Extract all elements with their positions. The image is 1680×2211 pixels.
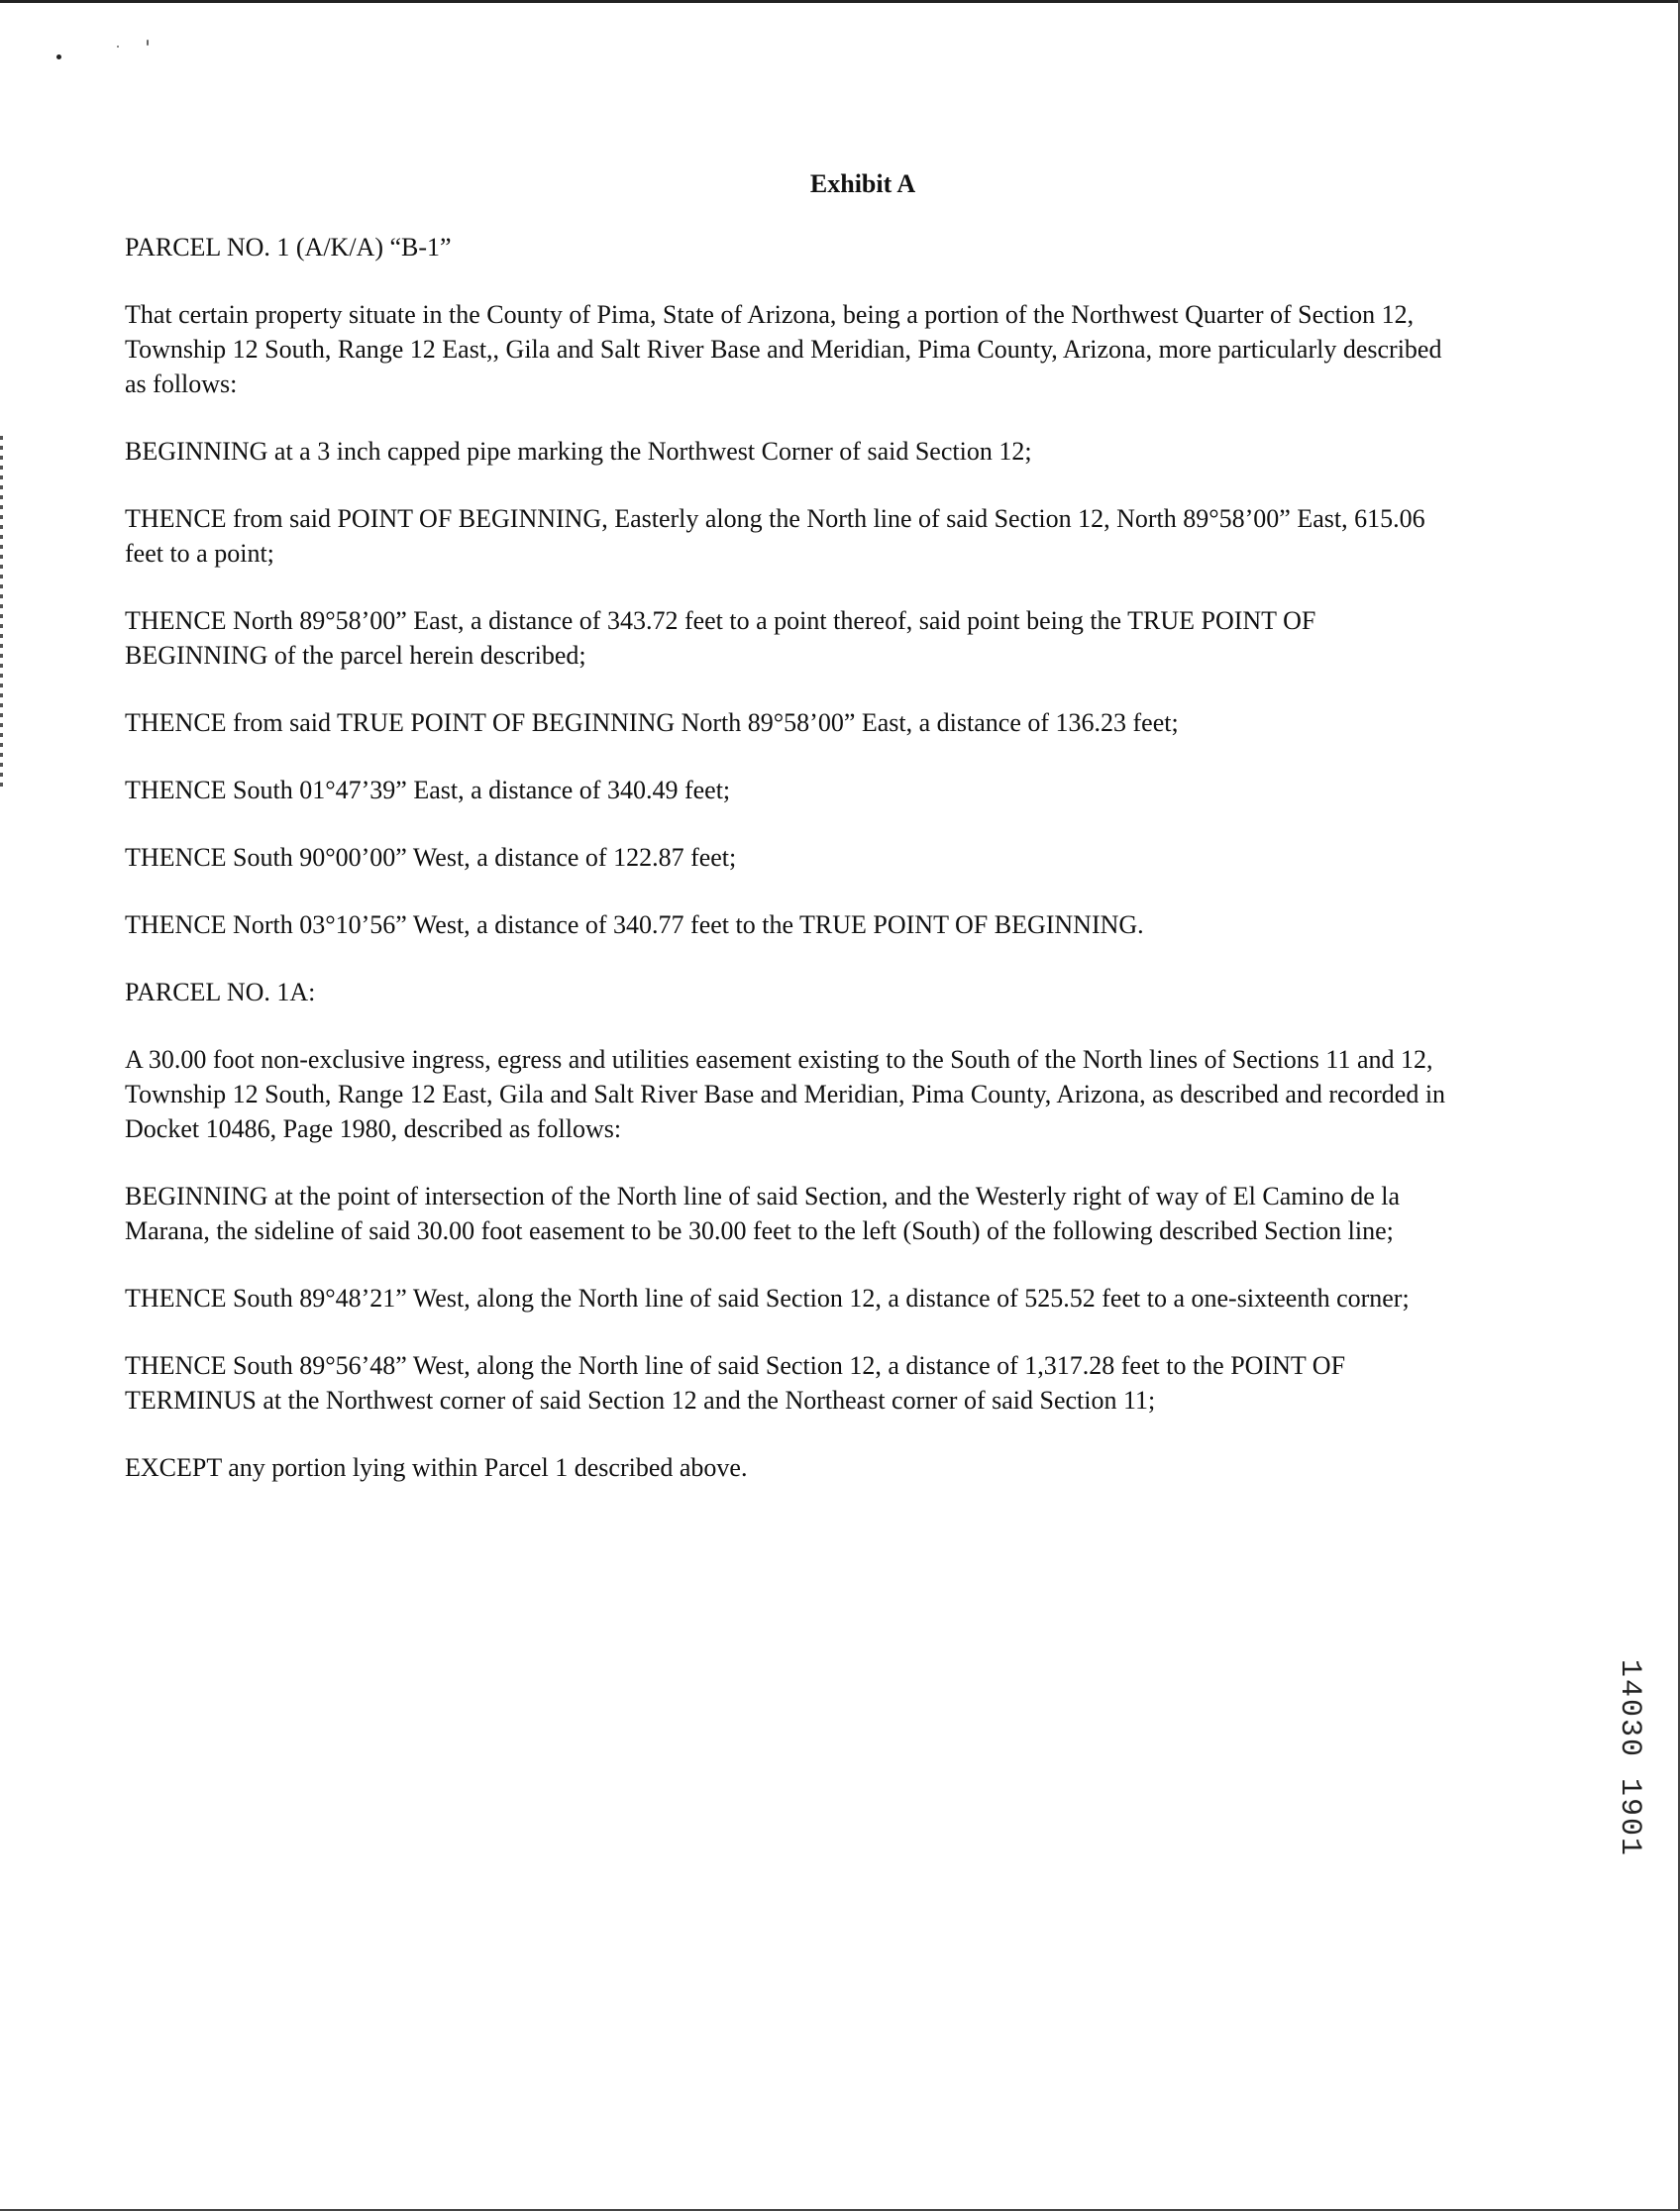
- course-4: THENCE South 01°47’39” East, a distance of 340.49 feet;: [125, 776, 731, 804]
- recording-stamp: [1610, 1644, 1649, 1872]
- parcel-1-heading: PARCEL NO. 1 (A/K/A) “B-1”: [125, 233, 452, 262]
- beginning-clause: BEGINNING at a 3 inch capped pipe marking the Northwest Corner of said Section 12;: [125, 437, 1032, 466]
- easement-beginning-clause: BEGINNING at the point of intersection of the North line of said Section, and the Westerly right of way of El Camino de la Marana, the sideline of said 30.00 foot easement to be 30.00 feet to the left (South) of the following described Section line;: [125, 1182, 1401, 1245]
- course-1: THENCE from said POINT OF BEGINNING, Easterly along the North line of said Section 12, North 89°58’00” East, 615.06 feet to a point;: [125, 504, 1425, 568]
- document-title: Exhibit A: [809, 169, 916, 198]
- recording-stamp-text: 14030 1901: [1613, 1658, 1646, 1858]
- course-6: THENCE North 03°10’56” West, a distance of 340.77 feet to the TRUE POINT OF BEGINNING.: [125, 910, 1144, 939]
- easement-course-1: THENCE South 89°48’21” West, along the North line of said Section 12, a distance of 525.52 feet to a one-sixteenth corner;: [125, 1284, 1410, 1313]
- scan-speck: [147, 40, 149, 46]
- scan-speck: [56, 54, 61, 59]
- course-2: THENCE North 89°58’00” East, a distance of 343.72 feet to a point thereof, said point being the TRUE POINT OF BEGINNING of the parcel herein described;: [125, 606, 1316, 670]
- parcel-1-description: That certain property situate in the County of Pima, State of Arizona, being a portion of the Northwest Quarter of Section 12, Township 12 South, Range 12 East,, Gila and Salt River Base and Meridian, Pima County, Arizona, more particularly described as follows:: [125, 300, 1442, 398]
- scan-edge-speckle: [0, 436, 3, 792]
- course-3: THENCE from said TRUE POINT OF BEGINNING North 89°58’00” East, a distance of 136.23 feet;: [125, 708, 1179, 737]
- easement-course-2: THENCE South 89°56’48” West, along the North line of said Section 12, a distance of 1,317.28 feet to the POINT OF TERMINUS at the Northwest corner of said Section 12 and the Northeast corner of said Section 11;: [125, 1351, 1346, 1415]
- parcel-1a-heading: PARCEL NO. 1A:: [125, 978, 316, 1006]
- easement-description: A 30.00 foot non-exclusive ingress, egress and utilities easement existing to the South of the North lines of Sections 11 and 12, Township 12 South, Range 12 East, Gila and Salt River Base and Meridian, Pima County, Arizona, as described and recorded in Docket 10486, Page 1980, described as follows:: [125, 1045, 1446, 1143]
- page-border-top: [0, 0, 1680, 3]
- course-5: THENCE South 90°00’00” West, a distance of 122.87 feet;: [125, 843, 737, 872]
- document-body: [125, 166, 1571, 1518]
- scan-speck: [117, 46, 119, 48]
- exception-clause: EXCEPT any portion lying within Parcel 1 described above.: [125, 1453, 748, 1482]
